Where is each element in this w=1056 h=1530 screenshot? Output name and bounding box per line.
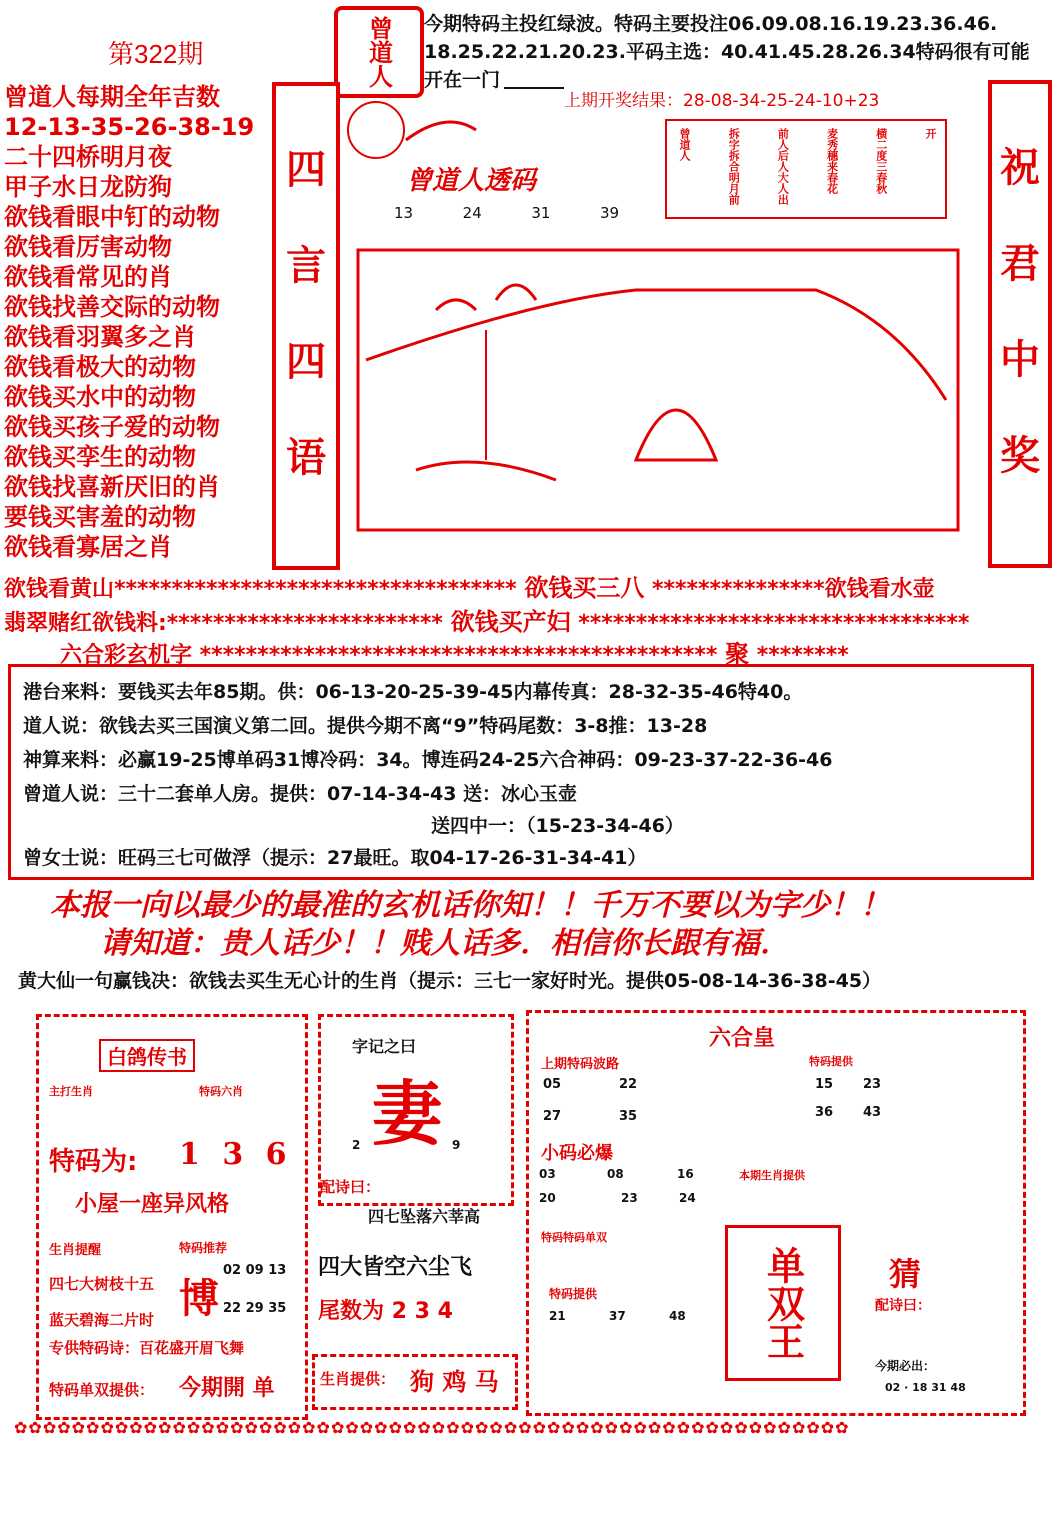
bl-title: 白鸽传书 xyxy=(99,1039,195,1072)
header-line-1: 今期特码主投红绿波。特码主要投注06.09.08.16.19.23.36.46. xyxy=(424,13,998,35)
br-wave-num: 22 xyxy=(619,1077,638,1092)
box-line: 曾道人说：三十二套单人房。提供：07-14-34-43 送：冰心玉壶 xyxy=(23,783,578,805)
line-1: 欲钱看黄山*********************************** 欲钱买三八 ***************欲钱看水壶 xyxy=(4,574,935,602)
bottom-right-panel xyxy=(526,1010,1026,1416)
scroll-char: 语 xyxy=(286,435,326,481)
left-line: 欲钱买孩子爱的动物 xyxy=(4,413,220,441)
br-wave-num: 35 xyxy=(619,1109,638,1124)
bm-shengxiao-label: 生肖提供： xyxy=(320,1370,396,1388)
right-scroll xyxy=(988,80,1052,568)
box-line: 道人说：欲钱去买三国演义第二回。提供今期不离“9”特码尾数：3-8推：13-28 xyxy=(23,715,708,737)
br-tema-give: 特码提供 xyxy=(549,1287,598,1301)
br-tema-give-num: 37 xyxy=(609,1309,626,1323)
slogan-2: 请知道：贵人话少！！贱人话多．相信你长跟有福． xyxy=(100,926,790,961)
br-tema-give-num: 21 xyxy=(549,1309,566,1323)
scroll-char: 中 xyxy=(1000,337,1040,383)
br-tema-label: 特码提供 xyxy=(809,1055,853,1068)
bl-danshuang-label: 特码单双提供： xyxy=(49,1381,155,1399)
bl-recommend: 特码推荐 xyxy=(179,1241,228,1255)
scroll-char: 祝 xyxy=(1000,145,1040,191)
br-wave-num: 27 xyxy=(543,1109,562,1124)
br-xiaoma-num: 24 xyxy=(679,1191,696,1205)
wang-box xyxy=(725,1225,841,1381)
bl-recommend-char: 博 xyxy=(179,1276,219,1322)
bm-verse: 四大皆空六尘飞 xyxy=(318,1255,473,1280)
left-line: 欲钱找喜新厌旧的肖 xyxy=(4,473,220,501)
scroll-char: 言 xyxy=(286,243,326,289)
br-jin: 今期必出： xyxy=(875,1359,936,1373)
picture-title: 曾道人透码 xyxy=(406,166,537,196)
bl-sub1: 主打生肖 xyxy=(49,1085,93,1098)
br-tema-num: 15 xyxy=(815,1077,834,1092)
br-last-wave: 上期特码波路 xyxy=(541,1057,620,1072)
picture-area xyxy=(336,100,976,540)
header-line-3: 开在一门 xyxy=(424,66,1054,94)
bl-shengxiao-2: 蓝天碧海二片时 xyxy=(49,1311,155,1329)
bm-n1: 2 xyxy=(352,1138,361,1152)
bl-danshuang-val: 今期開 单 xyxy=(179,1376,275,1401)
scroll-char: 奖 xyxy=(1000,433,1040,479)
left-line: 欲钱看眼中钉的动物 xyxy=(4,203,220,231)
picture-numbers: 13 24 31 39 xyxy=(394,204,620,222)
br-tema-num: 23 xyxy=(863,1077,882,1092)
left-line: 欲钱看羽翼多之肖 xyxy=(4,323,196,351)
br-sub: 本期生肖提供 xyxy=(739,1169,805,1182)
br-wave-num: 05 xyxy=(543,1077,562,1092)
br-danshuang: 特码特码单双 xyxy=(541,1231,607,1244)
br-xiaoma-num: 16 xyxy=(677,1167,694,1181)
bm-poem-label: 配诗曰： xyxy=(320,1178,381,1196)
scroll-char: 四 xyxy=(286,147,326,193)
scroll-char: 四 xyxy=(286,339,326,385)
br-pei: 配诗曰： xyxy=(875,1298,931,1314)
scroll-char: 君 xyxy=(1000,241,1040,287)
br-xiaoma: 小码必爆 xyxy=(541,1143,613,1164)
br-jin-nums: 02 · 18 31 48 xyxy=(885,1381,966,1394)
box-line: 神算来料：必赢19-25博单码31博冷码：34。博连码24-25六合神码：09-23-37-22-36-46 xyxy=(23,749,833,771)
bl-tema-label: 特码为: xyxy=(49,1147,138,1177)
br-xiaoma-num: 20 xyxy=(539,1191,556,1205)
huang-line: 黄大仙一句赢钱决：欲钱去买生无心计的生肖（提示：三七一家好时光。提供05-08-14-36-38-45） xyxy=(18,970,882,992)
bm-big-char: 妻 xyxy=(372,1073,442,1155)
left-line: 要钱买害羞的动物 xyxy=(4,503,196,531)
header-text xyxy=(424,10,1054,94)
bl-sub2: 特码六肖 xyxy=(199,1085,243,1098)
picture-poem: 开 横二度三春秋 麦秀穗来春花 前人后人大人出 拆字拆合明月前 曾道人 xyxy=(678,128,937,205)
left-line: 欲钱看厉害动物 xyxy=(4,233,172,261)
last-result: 上期开奖结果：28-08-34-25-24-10+23 xyxy=(564,91,880,111)
issue-number: 第322期 xyxy=(108,39,204,69)
br-tema-num: 43 xyxy=(863,1105,882,1120)
line-3: 六合彩玄机字 ********************************************* 聚 ******** xyxy=(60,640,849,668)
bm-poem: 四七坠落六莘高 xyxy=(368,1207,481,1226)
left-line: 欲钱看常见的肖 xyxy=(4,263,172,291)
bl-shengxiao-1: 四七大树枝十五 xyxy=(49,1275,155,1293)
br-mi: 猜 xyxy=(889,1255,922,1293)
bl-poem: 专供特码诗：百花盛开眉飞舞 xyxy=(49,1339,245,1357)
bl-nums-1: 02 09 13 xyxy=(223,1263,287,1278)
left-column xyxy=(4,82,272,562)
br-title: 六合皇 xyxy=(709,1026,776,1051)
left-line: 欲钱看极大的动物 xyxy=(4,353,196,381)
br-xiaoma-num: 03 xyxy=(539,1167,556,1181)
bl-nums-2: 22 29 35 xyxy=(223,1301,287,1316)
left-scroll xyxy=(272,82,340,570)
box-line: 送四中一：（15-23-34-46） xyxy=(431,815,684,837)
bm-title: 字记之曰 xyxy=(352,1037,417,1056)
slogan-1: 本报一向以最少的最准的玄机话你知！！千万不要以为字少！！ xyxy=(50,888,890,923)
left-line: 欲钱买水中的动物 xyxy=(4,383,196,411)
logo-seal xyxy=(334,6,424,98)
bottom-mid-panel xyxy=(312,1014,518,1414)
left-line: 甲子水日龙防狗 xyxy=(4,173,172,201)
header-line-2: 18.25.22.21.20.23.平码主选：40.41.45.28.26.34特码很有可能 xyxy=(424,41,1030,63)
box-line: 曾女士说：旺码三七可做浮（提示：27最旺。取04-17-26-31-34-41） xyxy=(23,847,647,869)
left-line: 欲钱找善交际的动物 xyxy=(4,293,220,321)
bottom-ornament: ✿✿✿✿✿✿✿✿✿✿✿✿✿✿✿✿✿✿✿✿✿✿✿✿✿✿✿✿✿✿✿✿✿✿✿✿✿✿✿✿✿✿✿✿✿✿✿✿✿✿✿✿✿✿✿✿✿✿ xyxy=(14,1418,850,1437)
left-line: 欲钱看寡居之肖 xyxy=(4,533,172,561)
box-line: 港台来料：要钱买去年85期。供：06-13-20-25-39-45内幕传真：28-32-35-46特40。 xyxy=(23,681,803,703)
bottom-left-panel xyxy=(36,1014,308,1420)
info-box xyxy=(8,664,1034,880)
br-tema-num: 36 xyxy=(815,1105,834,1120)
br-xiaoma-num: 23 xyxy=(621,1191,638,1205)
line-2: 翡翠赌红欲钱料:************************ 欲钱买产妇 ********************************** xyxy=(4,608,970,636)
left-line: 曾道人每期全年吉数 xyxy=(4,83,220,111)
bl-tema-nums: 1 3 6 xyxy=(179,1137,293,1172)
left-line: 12-13-35-26-38-19 xyxy=(4,113,255,141)
bm-shengxiao: 狗 鸡 马 xyxy=(410,1368,499,1396)
bm-tail: 尾数为 2 3 4 xyxy=(318,1299,453,1324)
br-xiaoma-num: 08 xyxy=(607,1167,624,1181)
br-wang: 单双王 xyxy=(760,1246,805,1360)
bl-shengxiao-label: 生肖提醒 xyxy=(49,1243,102,1258)
bl-verse: 小屋一座异风格 xyxy=(75,1192,230,1217)
left-line: 欲钱买孪生的动物 xyxy=(4,443,196,471)
left-line: 二十四桥明月夜 xyxy=(4,143,172,171)
logo-text: 曾道人 xyxy=(364,16,393,88)
br-tema-give-num: 48 xyxy=(669,1309,686,1323)
bm-n2: 9 xyxy=(452,1138,461,1152)
